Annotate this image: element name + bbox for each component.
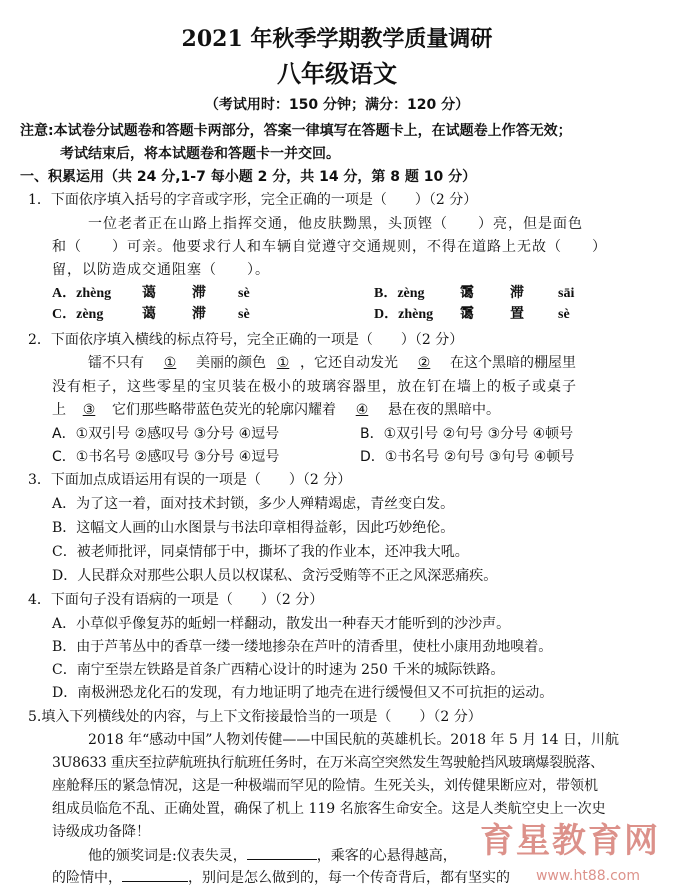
watermark-brand: 育星教育网 <box>480 821 660 861</box>
q4-option-d[interactable]: D．南极洲恐龙化石的发现，有力地证明了地壳在进行缓慢但又不可抗拒的运动。 <box>52 685 554 701</box>
q1-option-c-w3: sè <box>238 307 250 322</box>
q5-passage-2: 3U8633 重庆至拉萨航班执行航班任务时，在万米高空突然发生驾驶舱挡风玻璃爆裂脱落、 <box>52 755 604 771</box>
q3-option-a[interactable]: A．为了这一着，面对技术封锁，多少人殚精竭虑，青丝变白发。 <box>52 496 455 512</box>
q5-stem: 5.填入下列横线处的内容，与上下文衔接最恰当的一项是（ ）（2 分） <box>28 709 482 725</box>
exam-subject: 八年级语文 <box>277 59 397 88</box>
q5-passage-3: 座舱释压的紧急情况，这是一种极端而罕见的险情。生死关头，刘传健果断应对，带领机 <box>52 778 598 794</box>
q4-option-a[interactable]: A．小草似乎像复苏的蚯蚓一样翻动，散发出一种春天才能听到的沙沙声。 <box>52 616 511 632</box>
q2-blank-4[interactable]: ④ <box>355 402 369 418</box>
q5-p7-text-a: 的险情中， <box>52 870 122 886</box>
q2-option-b[interactable]: B．①双引号 ②句号 ③分号 ④顿号 <box>360 426 574 442</box>
q2-blank-1b[interactable]: ① <box>276 355 290 371</box>
q5-passage-6 <box>88 845 457 867</box>
exam-info: （考试用时：150 分钟；满分：120 分） <box>204 97 470 113</box>
q4-option-b[interactable]: B．由于芦苇丛中的香草一缕一缕地掺杂在芦叶的清香里，使杜小康用劲地嗅着。 <box>52 639 553 655</box>
q5-blank-1[interactable] <box>247 845 317 860</box>
q2-p3-text-c: 它们那些略带蓝色荧光的轮廓闪耀着 <box>112 402 336 418</box>
q2-option-d[interactable]: D．①书名号 ②句号 ③句号 ④顿号 <box>360 449 575 465</box>
q3-stem: 3．下面加点成语运用有误的一项是（ ）（2 分） <box>28 472 352 488</box>
q2-option-a[interactable]: A．①双引号 ②感叹号 ③分号 ④逗号 <box>52 426 280 442</box>
q2-blank-3[interactable]: ③ <box>82 402 96 418</box>
q2-p1-text-c: 美丽的颜色 <box>196 355 266 371</box>
q2-p3-text-a: 上 <box>52 402 66 418</box>
q1-option-d-w3: sè <box>558 307 570 322</box>
q3-option-b[interactable]: B．这幅文人画的山水图景与书法印章相得益彰，因此巧妙绝伦。 <box>52 520 455 536</box>
q5-passage-5: 诗级成功备降！ <box>52 824 150 840</box>
q1-passage-3: 留，以防造成交通阻塞（ ）。 <box>52 262 270 278</box>
q5-p7-text-b: ，别问是怎么做到的，每一个传奇背后，都有坚实的 <box>188 870 510 886</box>
q5-passage-4: 组成员临危不乱、正确处置，确保了机上 119 名旅客生命安全。这是人类航空史上一次史 <box>52 801 606 817</box>
q1-option-b-w1: 霭 <box>460 286 474 301</box>
q2-p1-text-g: 在这个黑暗的棚屋里 <box>450 355 576 371</box>
q2-option-c[interactable]: C．①书名号 ②感叹号 ③分号 ④逗号 <box>52 449 280 465</box>
q2-passage-3 <box>52 399 500 421</box>
q1-stem: 1．下面依序填入括号的字音或字形，完全正确的一项是（ ）（2 分） <box>28 192 478 208</box>
notice-line-2: 考试结束后，将本试题卷和答题卡一并交回。 <box>60 146 340 162</box>
section-heading: 一、积累运用（共 24 分,1-7 每小题 2 分，共 14 分，第 8 题 10 分） <box>20 169 477 185</box>
q2-stem: 2．下面依序填入横线的标点符号，完全正确的一项是（ ）（2 分） <box>28 332 464 348</box>
q2-passage-2: 没有柜子，这些零星的宝贝装在极小的玻璃容器里，放在钉在墙上的板子或桌子 <box>52 379 577 395</box>
q5-p6-text-a: 他的颁奖词是:仪表失灵， <box>88 848 247 864</box>
q1-option-c-w2: 滞 <box>192 307 206 322</box>
q1-passage-1: 一位老者正在山路上指挥交通，他皮肤黝黑，头顶铿（ ）亮，但是面色 <box>88 216 583 232</box>
q1-option-d-label: D．zhèng <box>374 307 434 322</box>
q2-p1-text-a: 镭不只有 <box>88 355 144 371</box>
q5-passage-7 <box>52 867 510 889</box>
q1-option-c-label: C．zèng <box>52 307 104 322</box>
q2-blank-1[interactable]: ① <box>163 355 177 371</box>
q1-option-c-w1: 蔼 <box>142 307 156 322</box>
notice-line-1: 注意:本试卷分试题卷和答题卡两部分，答案一律填写在答题卡上，在试题卷上作答无效； <box>20 123 572 139</box>
q1-option-a-w3: sè <box>238 286 250 301</box>
q3-option-c[interactable]: C．被老师批评，同桌情郁于中，撕坏了我的作业本，还冲我大吼。 <box>52 544 469 560</box>
q2-passage-1 <box>88 352 576 374</box>
q1-option-a-w1: 蔼 <box>142 286 156 301</box>
q1-option-b-label: B．zèng <box>374 286 425 301</box>
q2-p3-text-e: 悬在夜的黑暗中。 <box>388 402 500 418</box>
q1-option-b-w2: 滞 <box>510 286 524 301</box>
q2-p1-text-e: ，它还自动发光 <box>300 355 398 371</box>
q1-passage-2: 和（ ）可亲。他要求行人和车辆自觉遵守交通规则，不得在道路上无故（ ） <box>52 239 607 255</box>
q5-blank-2[interactable] <box>122 867 188 882</box>
q2-blank-2[interactable]: ② <box>417 355 431 371</box>
q5-p6-text-b: ，乘客的心悬得越高， <box>316 848 457 864</box>
q4-stem: 4．下面句子没有语病的一项是（ ）（2 分） <box>28 592 324 608</box>
exam-title: 2021 年秋季学期教学质量调研 <box>181 26 493 52</box>
q5-passage-1: 2018 年“感动中国”人物刘传健——中国民航的英雄机长。2018 年 5 月 14 日，川航 <box>88 732 619 748</box>
q1-option-b-w3: sāi <box>558 286 575 301</box>
q1-option-a-w2: 滞 <box>192 286 206 301</box>
q3-option-d[interactable]: D．人民群众对那些公职人员以权谋私、贪污受贿等不正之风深恶痛疾。 <box>52 568 498 584</box>
watermark-url: www.ht88.com <box>535 868 640 884</box>
q1-option-d-w1: 霭 <box>460 307 474 322</box>
q1-option-a-label: A．zhèng <box>52 286 112 301</box>
q4-option-c[interactable]: C．南宁至崇左铁路是首条广西精心设计的时速为 250 千米的城际铁路。 <box>52 662 505 678</box>
q1-option-d-w2: 置 <box>510 307 524 322</box>
